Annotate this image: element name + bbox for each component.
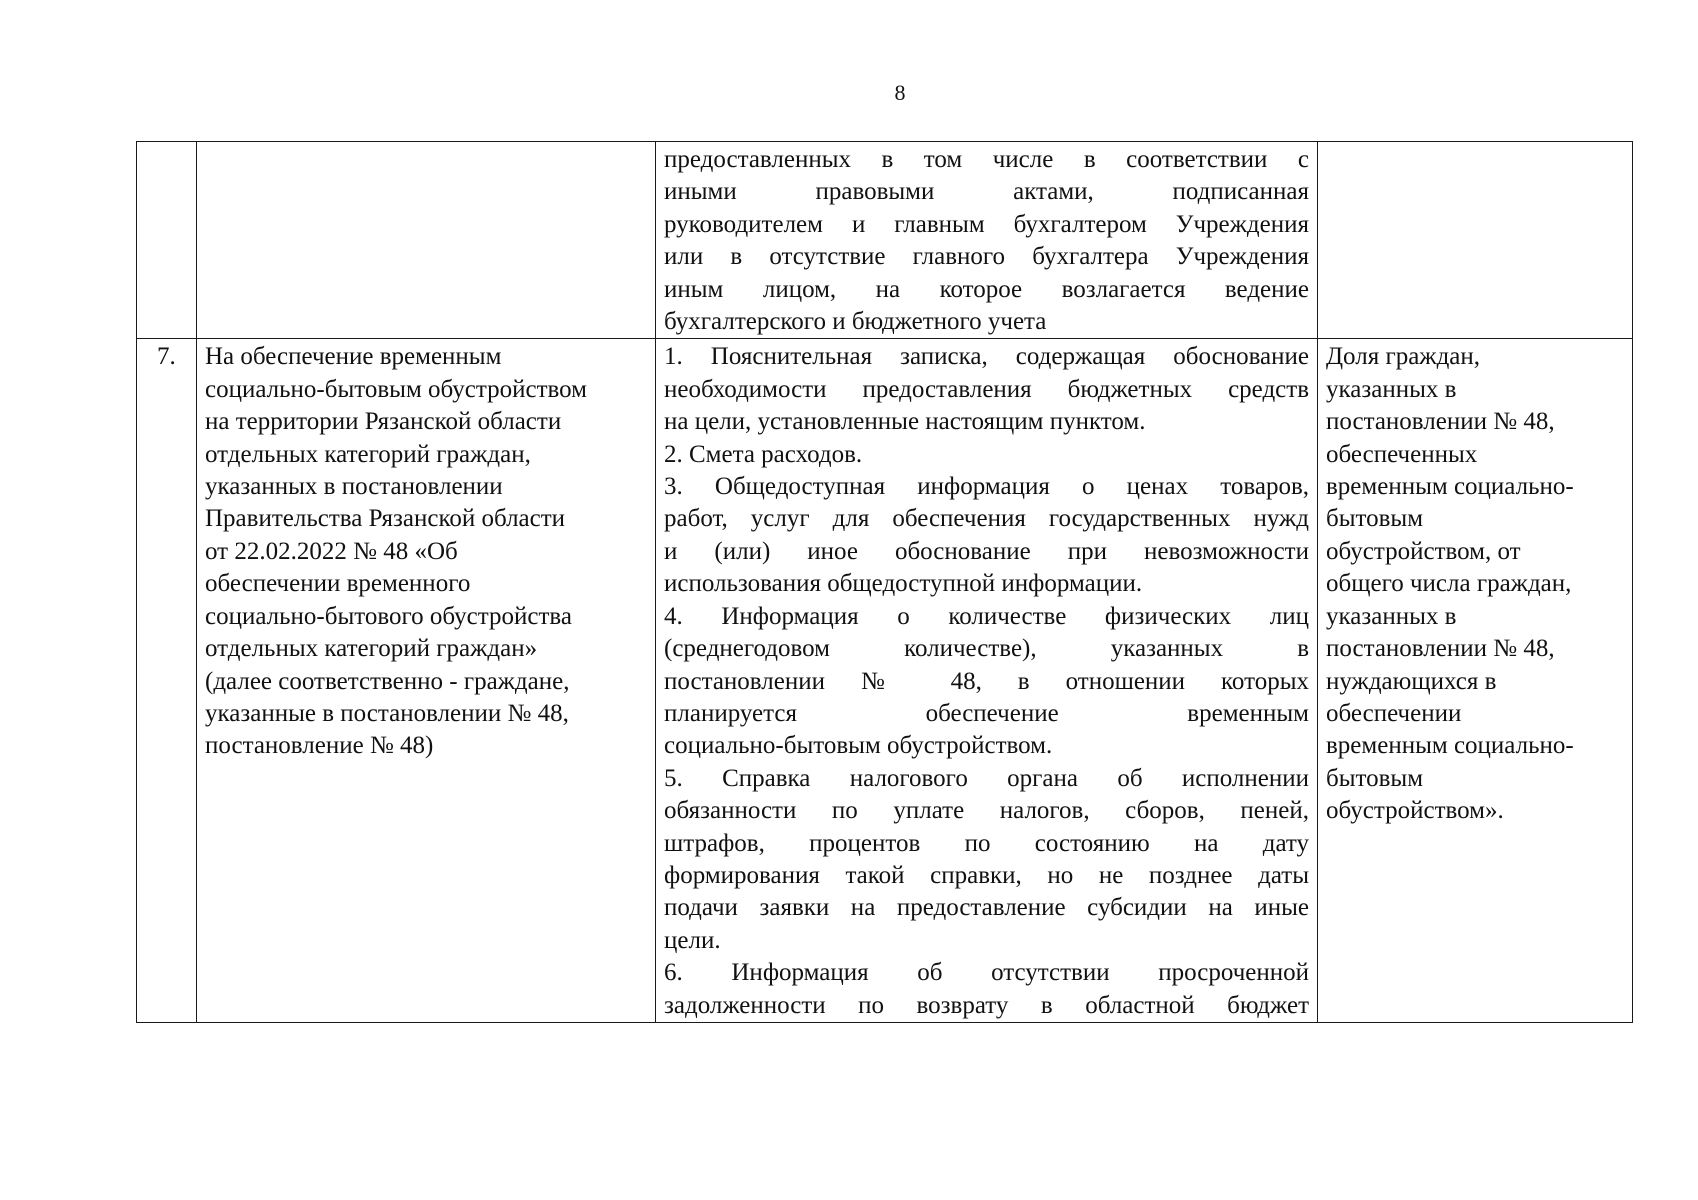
subsidy-table — [136, 141, 1633, 1023]
text-line: необходимости предоставления бюджетных средств — [664, 375, 1309, 403]
documents-cell — [656, 142, 1318, 339]
text-line: использования общедоступной информации. — [664, 570, 1143, 598]
text-line: обустройством, от — [1326, 537, 1521, 565]
text-line: подачи заявки на предоставление субсидии на иные — [664, 894, 1309, 922]
row-number-cell: 7. — [137, 339, 197, 1023]
text-line: формирования такой справки, но не позднее даты — [664, 861, 1309, 889]
text-line: социально-бытового обустройства — [205, 602, 572, 630]
text-line: Правительства Рязанской области — [205, 505, 566, 533]
page-number: 8 — [894, 80, 906, 105]
indicator-cell — [1318, 339, 1633, 1023]
text-line: бытовым — [1326, 505, 1424, 533]
text-line: постановлении № 48, в отношении которых — [664, 667, 1309, 695]
text-line: указанных в постановлении — [205, 473, 503, 501]
documents-line: руководителем и главным бухгалтером Учреждения — [664, 210, 1309, 238]
text-line: обязанности по уплате налогов, сборов, пеней, — [664, 797, 1309, 825]
text-line: обеспеченных — [1326, 440, 1478, 468]
text-line: 4. Информация о количестве физических лиц — [664, 602, 1309, 630]
table-row-7 — [137, 339, 1633, 1023]
text-line: социально-бытовым обустройством — [205, 375, 588, 403]
text-line: постановлении № 48, — [1326, 635, 1555, 663]
text-line: нуждающихся в — [1326, 667, 1497, 695]
documents-line: иными правовыми актами, подписанная — [664, 178, 1309, 206]
text-line: указанных в — [1326, 375, 1457, 403]
text-line: обустройством». — [1326, 797, 1504, 825]
purpose-cell — [197, 339, 656, 1023]
text-line: штрафов, процентов по состоянию на дату — [664, 829, 1309, 857]
row-number-cell — [137, 142, 197, 339]
text-line: отдельных категорий граждан, — [205, 440, 531, 468]
text-line: 5. Справка налогового органа об исполнении — [664, 764, 1309, 792]
text-line: на территории Рязанской области — [205, 408, 562, 436]
text-line: и (или) иное обоснование при невозможности — [664, 537, 1309, 565]
text-line: (среднегодовом количестве), указанных в — [664, 635, 1309, 663]
text-line: 2. Смета расходов. — [664, 440, 863, 468]
text-line: На обеспечение временным — [205, 343, 502, 371]
documents-line: или в отсутствие главного бухгалтера Учреждения — [664, 243, 1309, 271]
purpose-cell — [197, 142, 656, 339]
text-line: бытовым — [1326, 764, 1424, 792]
text-line: временным социально- — [1326, 732, 1574, 760]
table-row-continuation — [137, 142, 1633, 339]
text-line: 1. Пояснительная записка, содержащая обоснование — [664, 343, 1309, 371]
text-line: задолженности по возврату в областной бюджет — [664, 991, 1309, 1019]
text-line: общего числа граждан, — [1326, 570, 1572, 598]
text-line: цели. — [664, 926, 721, 954]
text-line: постановлении № 48, — [1326, 408, 1555, 436]
text-line: от 22.02.2022 № 48 «Об — [205, 537, 458, 565]
text-line: на цели, установленные настоящим пунктом. — [664, 408, 1146, 436]
text-line: указанных в — [1326, 602, 1457, 630]
documents-line: бухгалтерского и бюджетного учета — [664, 308, 1047, 336]
text-line: указанные в постановлении № 48, — [205, 699, 569, 727]
text-line: 3. Общедоступная информация о ценах товаров, — [664, 473, 1309, 501]
text-line: постановление № 48) — [205, 732, 434, 760]
text-line: социально-бытовым обустройством. — [664, 732, 1053, 760]
text-line: обеспечении — [1326, 699, 1462, 727]
documents-cell — [656, 339, 1318, 1023]
documents-line: предоставленных в том числе в соответствии с — [664, 146, 1309, 173]
documents-line: иным лицом, на которое возлагается ведение — [664, 275, 1309, 303]
text-line: работ, услуг для обеспечения государственных нужд — [664, 505, 1309, 533]
indicator-cell — [1318, 142, 1633, 339]
text-line: Доля граждан, — [1326, 343, 1481, 371]
text-line: отдельных категорий граждан» — [205, 635, 538, 663]
text-line: планируется обеспечение временным — [664, 699, 1309, 727]
text-line: (далее соответственно - граждане, — [205, 667, 570, 695]
text-line: 6. Информация об отсутствии просроченной — [664, 959, 1309, 987]
text-line: обеспечении временного — [205, 570, 471, 598]
text-line: временным социально- — [1326, 473, 1574, 501]
